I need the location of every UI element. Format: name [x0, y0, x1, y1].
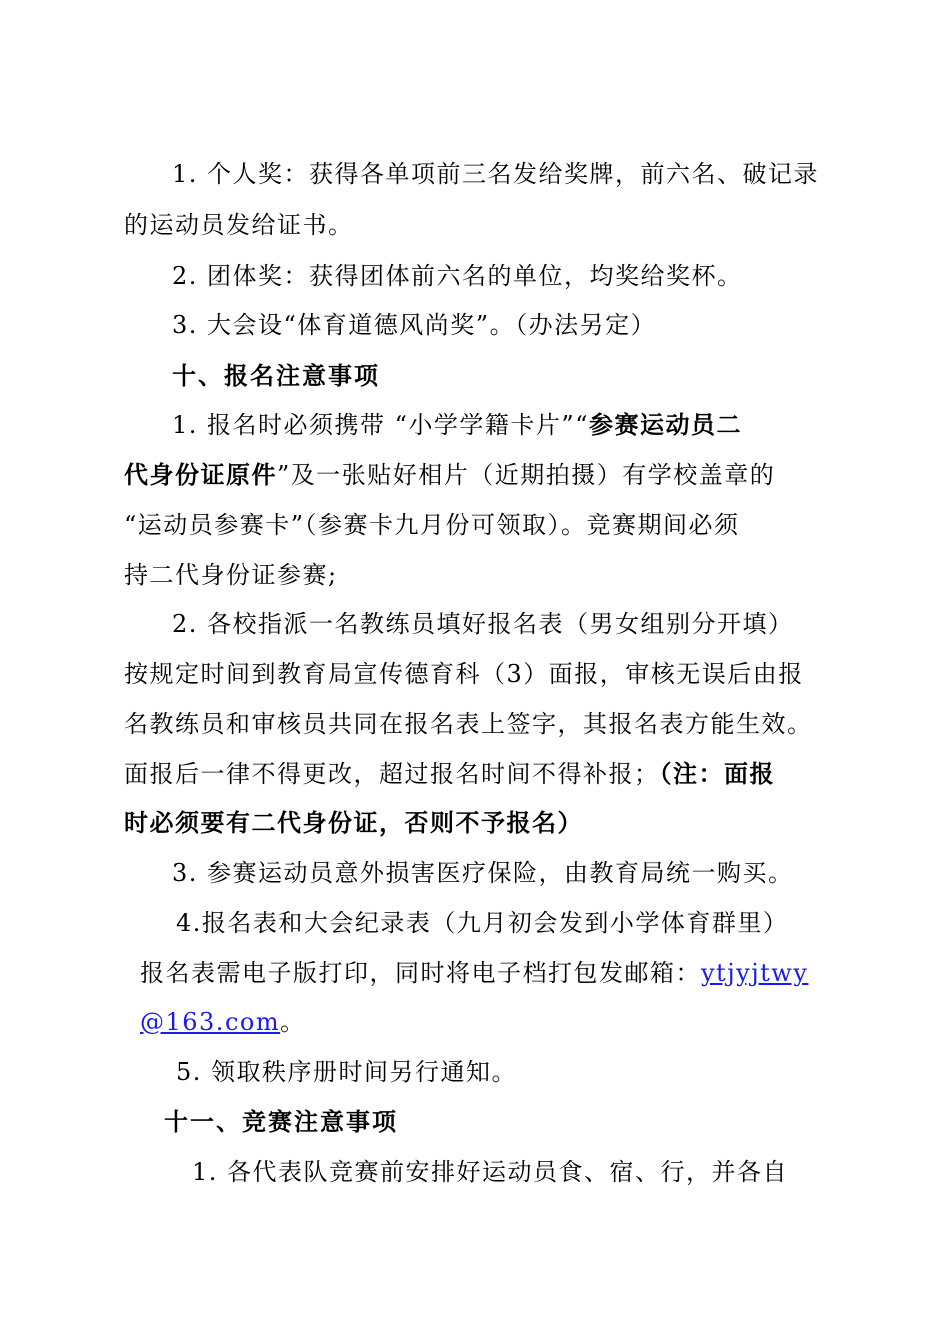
registration-2-line-2: 按规定时间到教育局宣传德育科（3）面报，审核无误后由报	[124, 660, 804, 688]
registration-1-line-3: “运动员参赛卡”（参赛卡九月份可领取）。竞赛期间必须	[124, 511, 740, 539]
email-link[interactable]: ytjyjtwy	[701, 959, 809, 987]
registration-2-text: 面报后一律不得更改，超过报名时间不得补报；	[124, 760, 660, 788]
registration-1-line-4: 持二代身份证参赛;	[124, 561, 338, 589]
registration-4-line-2	[140, 956, 808, 990]
registration-2-line-4	[124, 757, 775, 791]
registration-4-line-1: 4.报名表和大会纪录表（九月初会发到小学体育群里）	[176, 909, 789, 937]
award-2: 2. 团体奖：获得团体前六名的单位，均奖给奖杯。	[172, 262, 743, 290]
registration-5: 5. 领取秩序册时间另行通知。	[176, 1058, 518, 1086]
registration-4-line-3	[140, 1005, 306, 1039]
section-10-heading: 十、报名注意事项	[172, 362, 380, 390]
email-link-domain[interactable]: @163.com	[140, 1008, 281, 1036]
award-3: 3. 大会设“体育道德风尚奖”。（办法另定）	[172, 311, 657, 339]
section-11-heading: 十一、竞赛注意事项	[164, 1108, 398, 1136]
registration-1-text: 1. 报名时必须携带 “小学学籍卡片”“	[172, 411, 589, 439]
registration-2-note-bold-line: 时必须要有二代身份证，否则不予报名）	[124, 809, 583, 837]
competition-1-line-1: 1. 各代表队竞赛前安排好运动员食、宿、行，并各自	[192, 1158, 789, 1186]
registration-1-bold-text: 参赛运动员二	[588, 411, 742, 439]
award-1-line-1: 1. 个人奖：获得各单项前三名发给奖牌，前六名、破记录	[172, 160, 820, 188]
registration-4-period: 。	[280, 1008, 306, 1036]
registration-2-line-1: 2. 各校指派一名教练员填好报名表（男女组别分开填）	[172, 610, 794, 638]
registration-2-note-bold: （注：面报	[659, 760, 775, 788]
registration-1-text-2: ”及一张贴好相片（近期拍摄）有学校盖章的	[277, 461, 776, 489]
registration-1-line-2	[124, 458, 775, 492]
award-1-line-2: 的运动员发给证书。	[124, 211, 354, 239]
registration-1-line-1	[172, 408, 742, 442]
registration-1-bold-id: 代身份证原件	[124, 461, 277, 489]
registration-3: 3. 参赛运动员意外损害医疗保险，由教育局统一购买。	[172, 859, 794, 887]
registration-2-line-3: 名教练员和审核员共同在报名表上签字，其报名表方能生效。	[124, 710, 813, 738]
registration-4-text: 报名表需电子版打印，同时将电子档打包发邮箱：	[140, 959, 701, 987]
